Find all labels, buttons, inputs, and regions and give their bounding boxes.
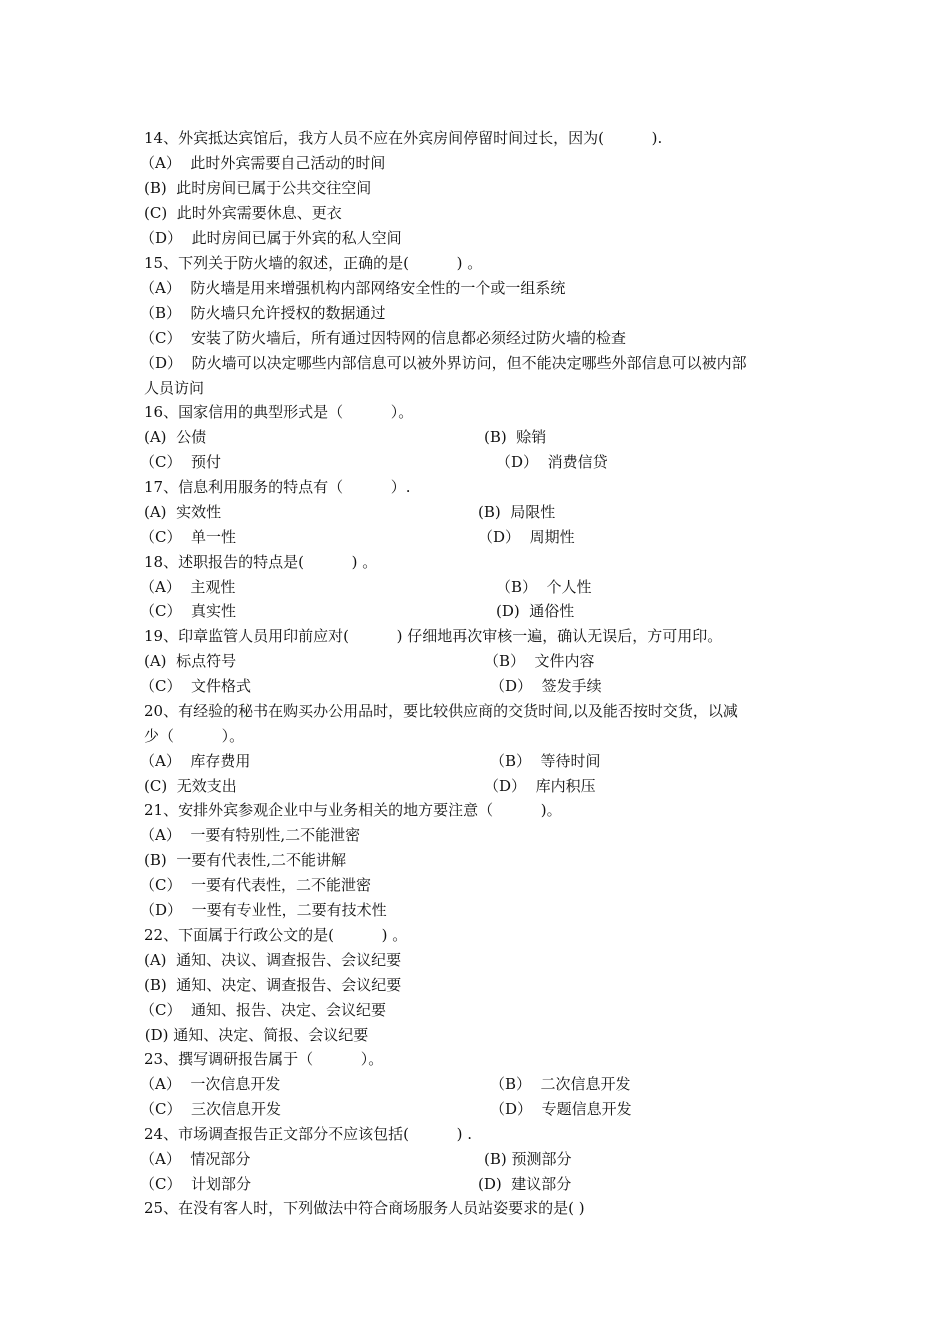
option-a: （A） 情况部分	[140, 1150, 251, 1168]
option-c: (C) 无效支出	[144, 777, 237, 795]
question-20-continued: 少（ ）。	[144, 727, 245, 745]
question-25: 25、在没有客人时，下列做法中符合商场服务人员站姿要求的是( )	[144, 1199, 585, 1217]
option-c: （C） 三次信息开发	[140, 1100, 282, 1118]
question-24: 24、市场调查报告正文部分不应该包括( ) .	[144, 1125, 473, 1143]
question-18: 18、述职报告的特点是( ) 。	[144, 553, 378, 571]
question-17: 17、信息利用服务的特点有（ ）.	[144, 478, 411, 496]
question-15: 15、下列关于防火墙的叙述，正确的是( ) 。	[144, 254, 483, 272]
option-c: （C） 通知、报告、决定、会议纪要	[140, 1001, 387, 1019]
option-b: （B） 个人性	[496, 578, 592, 596]
option-a: (A) 标点符号	[144, 652, 237, 670]
question-16: 16、国家信用的典型形式是（ ）。	[144, 403, 414, 421]
option-d: （D） 周期性	[478, 528, 575, 546]
question-14: 14、外宾抵达宾馆后，我方人员不应在外宾房间停留时间过长，因为( ).	[144, 129, 663, 147]
option-c: (C) 此时外宾需要休息、更衣	[144, 204, 342, 222]
option-a: (A) 公债	[144, 428, 207, 446]
option-b: (B) 一要有代表性,二不能讲解	[144, 851, 347, 869]
option-c: （C） 单一性	[140, 528, 237, 546]
option-a: （A） 库存费用	[140, 752, 251, 770]
option-b: (B) 预测部分	[484, 1150, 572, 1168]
option-b: (B) 局限性	[478, 503, 556, 521]
option-a: （A） 一要有特别性,二不能泄密	[140, 826, 361, 844]
question-20: 20、有经验的秘书在购买办公用品时，要比较供应商的交货时间,以及能否按时交货，以减	[144, 702, 738, 720]
option-d: （D） 一要有专业性，二要有技术性	[140, 901, 387, 919]
option-d: (D) 建议部分	[478, 1175, 572, 1193]
option-d: (D) 通俗性	[496, 602, 575, 620]
option-a: （A） 此时外宾需要自己活动的时间	[140, 154, 386, 172]
option-b: (B) 此时房间已属于公共交往空间	[144, 179, 372, 197]
option-b: （B） 二次信息开发	[490, 1075, 631, 1093]
question-19: 19、印章监管人员用印前应对( ) 仔细地再次审核一遍，确认无误后，方可用印。	[144, 627, 723, 645]
option-a: （A） 一次信息开发	[140, 1075, 281, 1093]
option-d: （D） 专题信息开发	[490, 1100, 632, 1118]
option-b: (B) 通知、决定、调查报告、会议纪要	[144, 976, 402, 994]
option-c: （C） 一要有代表性，二不能泄密	[140, 876, 372, 894]
option-c: （C） 真实性	[140, 602, 237, 620]
question-21: 21、安排外宾参观企业中与业务相关的地方要注意（ )。	[144, 801, 562, 819]
option-d: （D） 防火墙可以决定哪些内部信息可以被外界访问，但不能决定哪些外部信息可以被内部	[140, 354, 747, 372]
option-b: (B) 赊销	[484, 428, 547, 446]
option-d: （D） 此时房间已属于外宾的私人空间	[140, 229, 402, 247]
option-c: （C） 计划部分	[140, 1175, 252, 1193]
option-b: （B） 文件内容	[484, 652, 595, 670]
option-a: （A） 防火墙是用来增强机构内部网络安全性的一个或一组系统	[140, 279, 566, 297]
option-b: （B） 防火墙只允许授权的数据通过	[140, 304, 386, 322]
option-d: (D) 通知、决定、简报、会议纪要	[140, 1026, 369, 1044]
option-a: (A) 实效性	[144, 503, 222, 521]
option-c: （C） 文件格式	[140, 677, 252, 695]
option-d-continued: 人员访问	[144, 379, 205, 397]
option-c: （C） 预付	[140, 453, 222, 471]
option-b: （B） 等待时间	[490, 752, 601, 770]
option-d: （D） 消费信贷	[496, 453, 608, 471]
option-a: (A) 通知、决议、调查报告、会议纪要	[144, 951, 402, 969]
question-22: 22、下面属于行政公文的是( ) 。	[144, 926, 408, 944]
option-c: （C） 安装了防火墙后，所有通过因特网的信息都必须经过防火墙的检查	[140, 329, 627, 347]
question-23: 23、撰写调研报告属于（ ）。	[144, 1050, 384, 1068]
option-a: （A） 主观性	[140, 578, 236, 596]
option-d: （D） 库内积压	[484, 777, 596, 795]
option-d: （D） 签发手续	[490, 677, 602, 695]
